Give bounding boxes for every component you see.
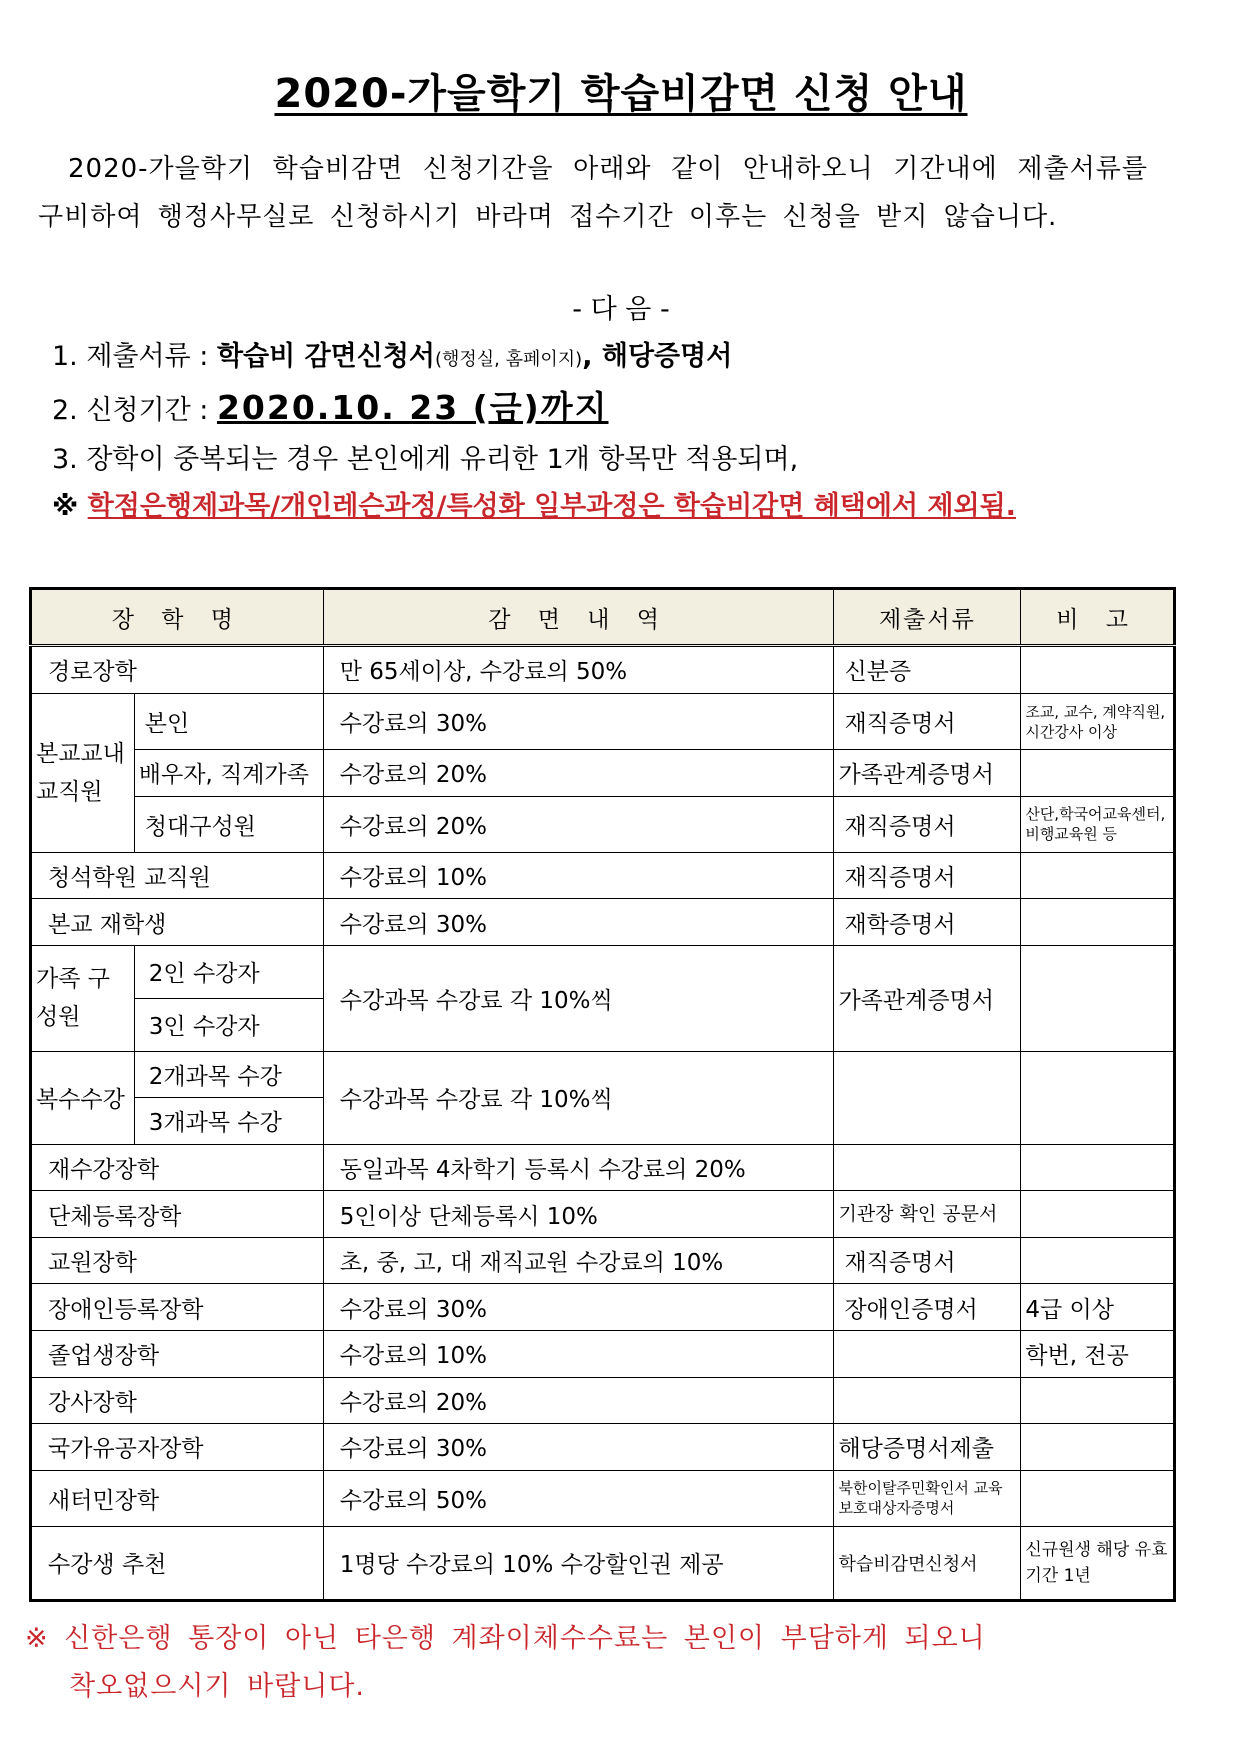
page-title: 2020-가을학기 학습비감면 신청 안내 — [274, 71, 968, 117]
item-overlap-rule: 3. 장학이 중복되는 경우 본인에게 유리한 1개 항목만 적용되며, — [52, 444, 799, 475]
table-row: 교원장학 초, 중, 고, 대 재직교원 수강료의 10% 재직증명서 — [31, 1237, 1175, 1284]
table-row: 본교교내 교직원 본인 수강료의 30% 재직증명서 조교, 교수, 계약직원, 시간강사 이상 — [31, 693, 1175, 749]
header-note: 비 고 — [1021, 589, 1175, 646]
table-header-row — [31, 589, 1175, 646]
multi-course-group-label: 복수수강 — [31, 1051, 135, 1144]
scholarship-table — [29, 587, 1176, 1602]
header-documents: 제출서류 — [834, 589, 1021, 646]
section-marker: - 다 음 - — [572, 294, 670, 325]
table-row: 3인 수강자 — [31, 998, 1175, 1051]
table-row: 복수수강 2개과목 수강 수강과목 수강료 각 10%씩 — [31, 1051, 1175, 1098]
header-detail: 감 면 내 역 — [323, 589, 834, 646]
exclusion-note: ※ 학점은행제과목/개인레슨과정/특성화 일부과정은 학습비감면 혜택에서 제외됨. — [52, 491, 1016, 522]
table-row: 강사장학 수강료의 20% — [31, 1377, 1175, 1424]
footer-note: ※ 신한은행 통장이 아닌 타은행 계좌이체수수료는 본인이 부담하게 되오니 착오없으시기 바랍니다. — [25, 1623, 986, 1702]
item-documents: 1. 제출서류 : 학습비 감면신청서(행정실, 홈페이지), 해당증명서 — [52, 341, 733, 372]
item-period: 2. 신청기간 : 2020.10. 23 (금)까지 — [52, 388, 609, 427]
table-row: 단체등록장학 5인이상 단체등록시 10% 기관장 확인 공문서 — [31, 1191, 1175, 1238]
table-row: 청석학원 교직원 수강료의 10% 재직증명서 — [31, 852, 1175, 899]
table-row: 졸업생장학 수강료의 10% 학번, 전공 — [31, 1331, 1175, 1378]
intro-paragraph: 2020-가을학기 학습비감면 신청기간을 아래와 같이 안내하오니 기간내에 제출서류를 구비하여 행정사무실로 신청하시기 바라며 접수기간 이후는 신청을 받지 않습니다. — [38, 154, 1148, 232]
deadline-date: 2020.10. 23 (금)까지 — [216, 388, 609, 427]
table-row: 장애인등록장학 수강료의 30% 장애인증명서 4급 이상 — [31, 1284, 1175, 1331]
table-row: 새터민장학 수강료의 50% 북한이탈주민확인서 교육보호대상자증명서 — [31, 1470, 1175, 1526]
table-row: 국가유공자장학 수강료의 30% 해당증명서제출 — [31, 1424, 1175, 1471]
table-row: 수강생 추천 1명당 수강료의 10% 수강할인권 제공 학습비감면신청서 신규원생 해당 유효기간 1년 — [31, 1526, 1175, 1600]
faculty-group-label: 본교교내 교직원 — [31, 693, 135, 852]
table-row: 가족 구성원 2인 수강자 수강과목 수강료 각 10%씩 가족관계증명서 — [31, 946, 1175, 999]
table-row: 청대구성원 수강료의 20% 재직증명서 산단,학국어교육센터,비행교육원 등 — [31, 796, 1175, 852]
family-group-label: 가족 구성원 — [31, 946, 135, 1052]
table-row: 3개과목 수강 — [31, 1098, 1175, 1145]
table-row: 재수강장학 동일과목 4차학기 등록시 수강료의 20% — [31, 1144, 1175, 1191]
header-name: 장 학 명 — [31, 589, 324, 646]
table-row: 경로장학 만 65세이상, 수강료의 50% 신분증 — [31, 646, 1175, 694]
table-row: 본교 재학생 수강료의 30% 재학증명서 — [31, 899, 1175, 946]
table-row: 배우자, 직계가족 수강료의 20% 가족관계증명서 — [31, 750, 1175, 797]
